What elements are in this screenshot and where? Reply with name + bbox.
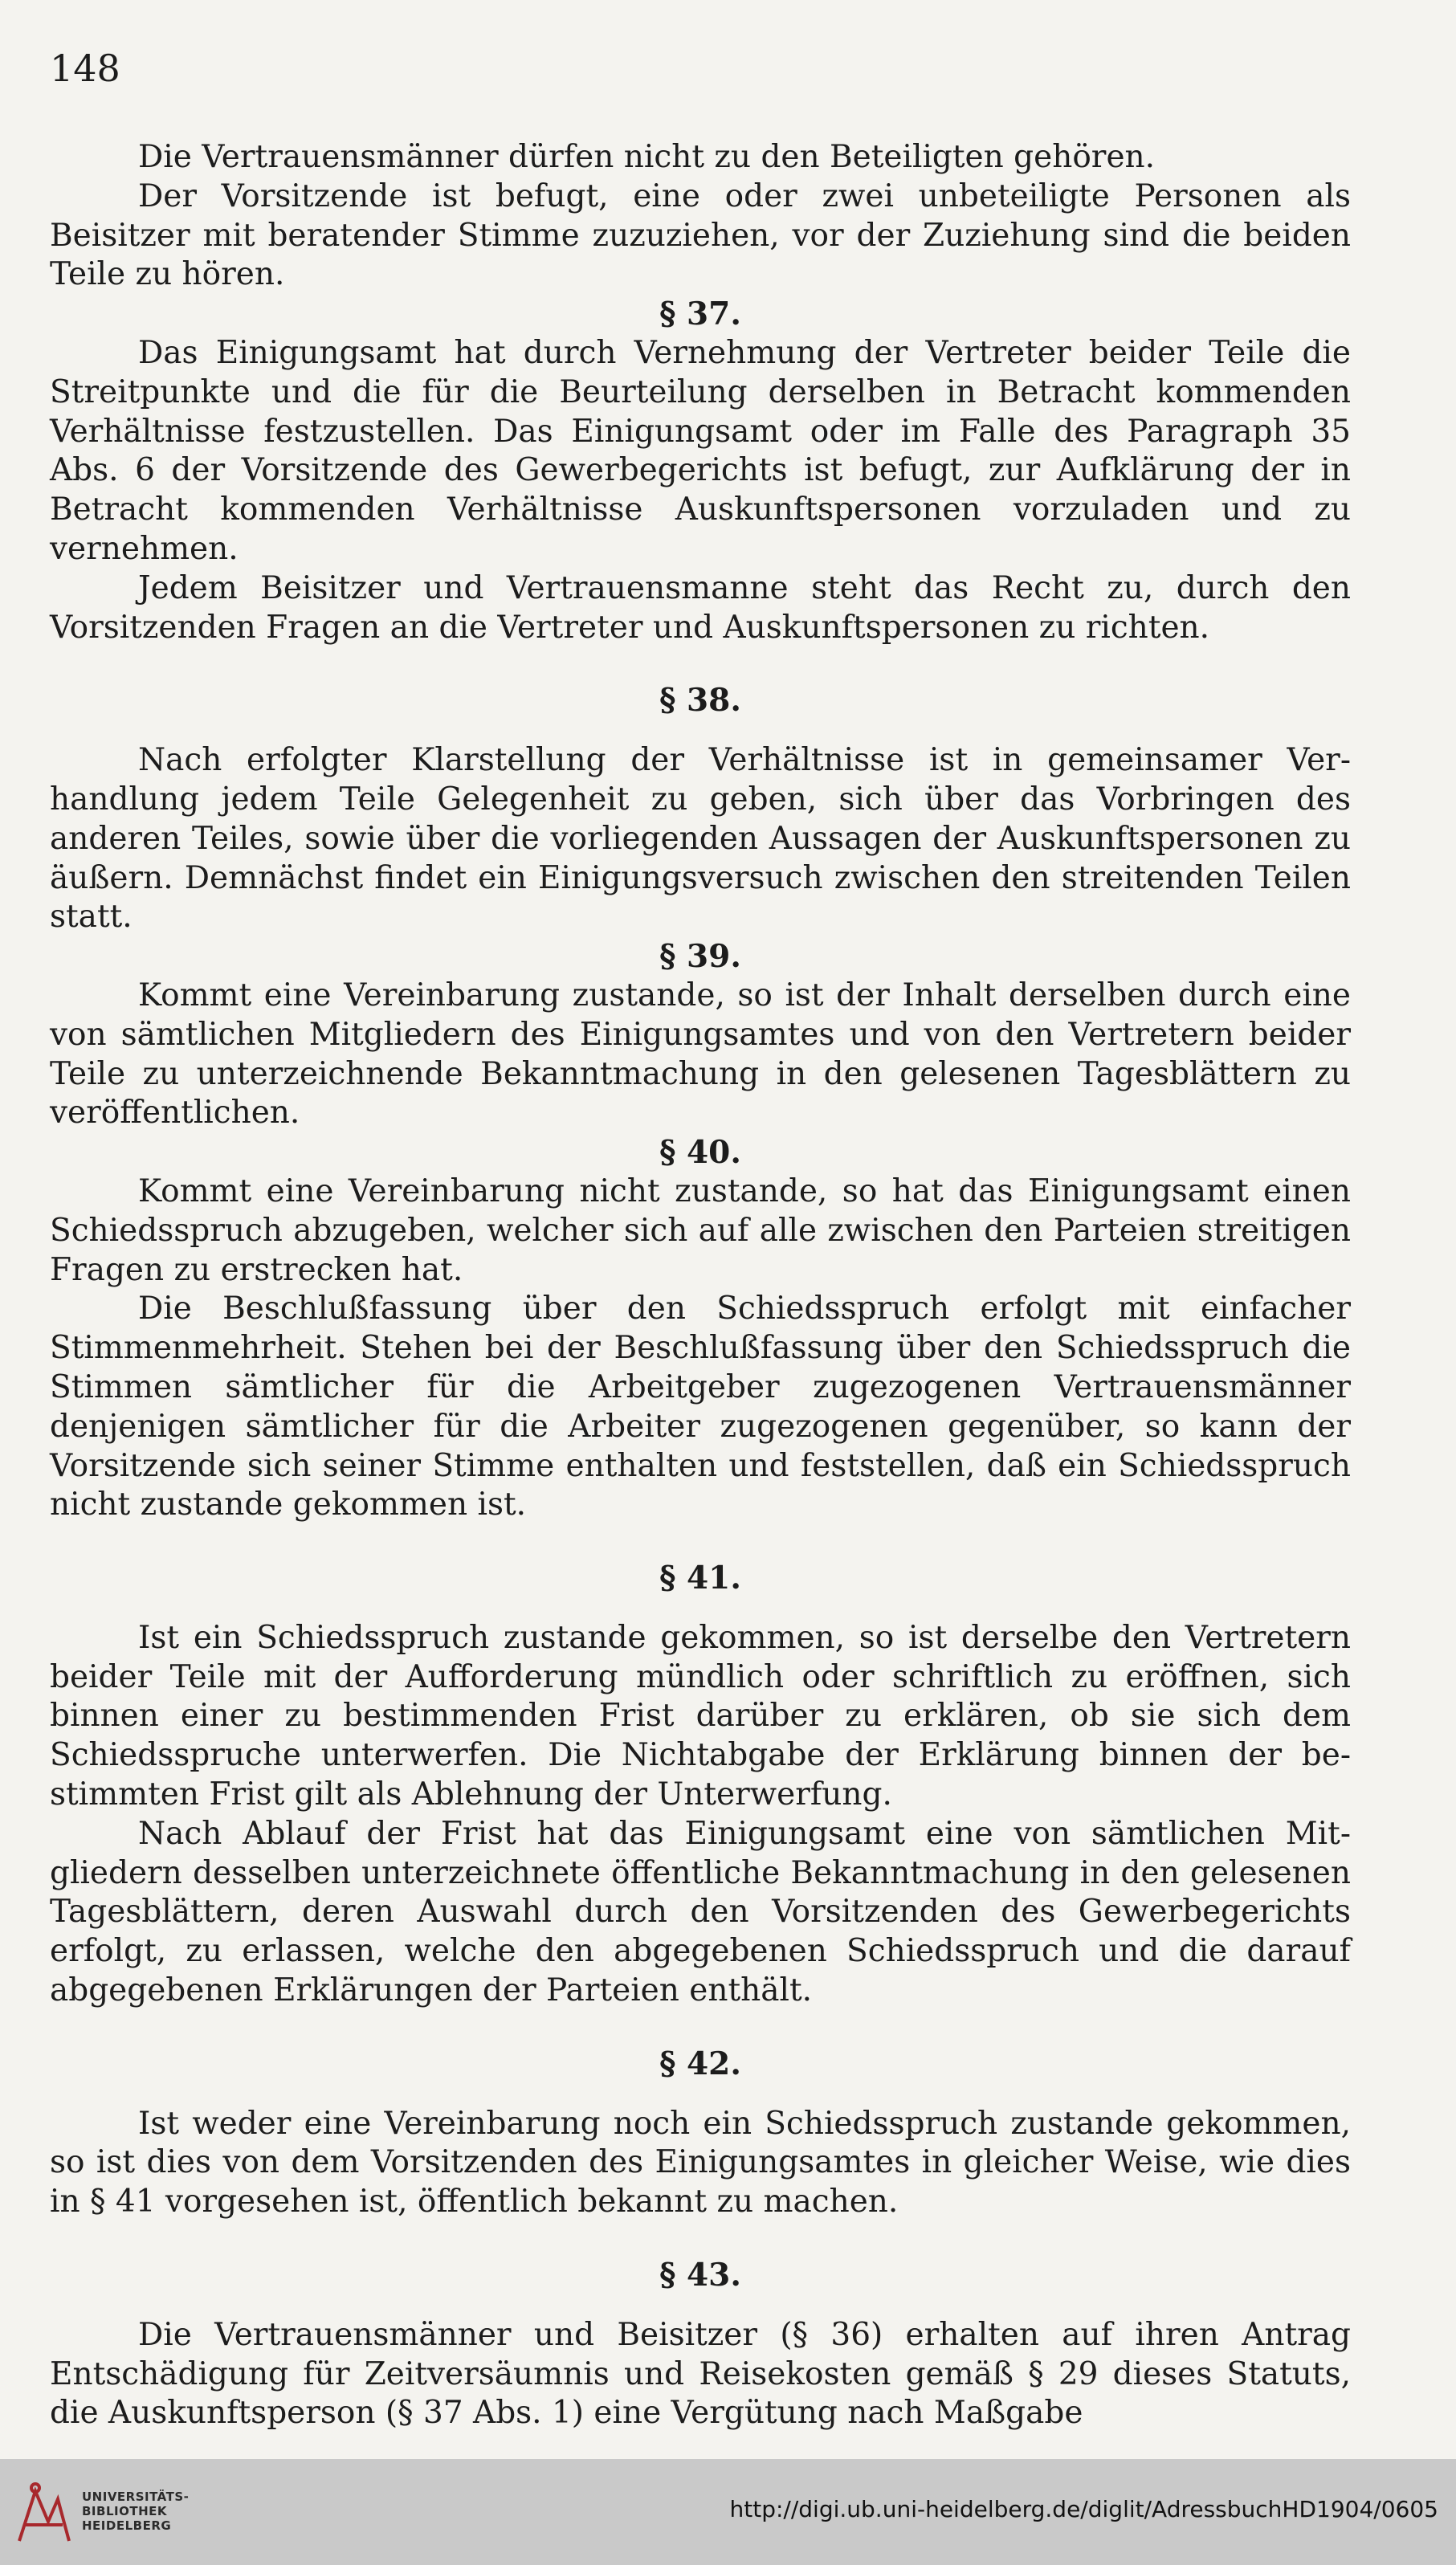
library-name-line: BIBLIOTHEK — [82, 2504, 167, 2518]
paragraph: Nach erfolgter Klarstellung der Verhältnisse ist in gemeinsamer Verhandlung jedem Teile Gelegenheit zu geben, sich über das Vorbringen des anderen Teiles, sowie über die vorliegenden Aussagen der Auskunftspersonen zu äußern. Demnächst findet ein Einigungsversuch zwischen den streitenden Teilen statt. — [50, 742, 1351, 936]
paragraph: Die Vertrauensmänner dürfen nicht zu den Beteiligten gehören. — [138, 139, 1156, 175]
library-seal-icon — [11, 2475, 75, 2549]
permalink-url[interactable]: http://digi.ub.uni-heidelberg.de/diglit/AdressbuchHD1904/0605 — [729, 2496, 1438, 2522]
paragraph: Nach Ablauf der Frist hat das Einigungsamt eine von sämtlichen Mitgliedern desselben unterzeichnete öffentliche Bekanntmachung in den gelesenen Tagesblättern, deren Auswahl durch den Vorsitzenden des Gewerbegerichts erfolgt, zu erlassen, welche den abgegebenen Schiedsspruch und die darauf abgegebenen Erklärungen der Parteien enthält. — [50, 1815, 1351, 2009]
section-heading: § 41. — [659, 1560, 741, 1597]
paragraph: Das Einigungsamt hat durch Vernehmung der Vertreter beider Teile die Streitpunkte und die für die Beurteilung derselben in Betracht kommenden Verhältnisse festzustellen. Das Einigungsamt oder im Falle des Paragraph 35 Abs. 6 der Vorsitzende des Gewerbegerichts ist befugt, zur Aufklärung der in Betracht kommenden Verhältnisse Auskunftspersonen vorzuladen und zu vernehmen. — [50, 334, 1351, 567]
digitization-footer — [0, 2459, 1456, 2565]
paragraph: Kommt eine Vereinbarung zustande, so ist der Inhalt derselben durch eine von sämtlichen Mitgliedern des Einigungsamtes und von den Vertretern beider Teile zu unterzeichnende Bekanntmachung in den gelesenen Tagesblättern zu veröffentlichen. — [50, 977, 1351, 1132]
section-heading: § 37. — [659, 296, 741, 333]
library-name-line: HEIDELBERG — [82, 2518, 172, 2533]
paragraph: Die Beschlußfassung über den Schiedsspruch erfolgt mit einfacher Stimmenmehrheit. Stehen bei der Beschlußfassung über den Schiedsspruch die Stimmen sämtlicher für die Arbeitgeber zugezogenen Vertrauensmänner denjenigen sämtlicher für die Arbeiter zugezogenen gegenüber, so kann der Vorsitzende sich seiner Stimme enthalten und feststellen, daß ein Schiedsspruch nicht zustande gekommen ist. — [50, 1291, 1351, 1523]
library-name — [82, 2490, 189, 2533]
section-heading: § 40. — [659, 1134, 741, 1172]
paragraph: Der Vorsitzende ist befugt, eine oder zwei unbeteiligte Personen als Beisitzer mit beratender Stimme zuzuziehen, vor der Zuziehung sind die beiden Teile zu hören. — [50, 177, 1351, 293]
paragraph: Die Vertrauensmänner und Beisitzer (§ 36) erhalten auf ihren Antrag Entschädigung für Zeitversäumnis und Reisekosten gemäß § 29 dieses Statuts, die Auskunftsperson (§ 37 Abs. 1) eine Vergütung nach Maßgabe — [50, 2316, 1351, 2432]
section-heading: § 43. — [659, 2257, 741, 2294]
section-heading: § 42. — [659, 2045, 741, 2082]
section-heading: § 39. — [659, 938, 741, 976]
library-name-line: UNIVERSITÄTS- — [82, 2490, 190, 2504]
paragraph: Kommt eine Vereinbarung nicht zustande, so hat das Einigungsamt einen Schiedsspruch abzugeben, welcher sich auf alle zwischen den Parteien streitigen Fragen zu erstrecken hat. — [50, 1172, 1351, 1288]
page-body — [50, 138, 1351, 2433]
paragraph: Jedem Beisitzer und Vertrauensmanne steht das Recht zu, durch den Vorsitzenden Fragen an die Vertreter und Auskunftspersonen zu richten. — [50, 569, 1351, 646]
paragraph: Ist ein Schiedsspruch zustande gekommen, so ist derselbe den Vertretern beider Teile mit der Aufforderung mündlich oder schriftlich zu eröffnen, sich binnen einer zu bestimmenden Frist darüber zu erklären, ob sie sich dem Schiedsspruche unterwerfen. Die Nichtabgabe der Erklärung binnen der bestimmten Frist gilt als Ablehnung der Unterwerfung. — [50, 1619, 1351, 1813]
section-heading: § 38. — [659, 682, 741, 720]
page-number: 148 — [50, 47, 120, 90]
paragraph: Ist weder eine Vereinbarung noch ein Schiedsspruch zustande gekommen, so ist dies von dem Vorsitzenden des Einigungsamtes in gleicher Weise, wie dies in § 41 vorgesehen ist, öffentlich bekannt zu machen. — [50, 2105, 1351, 2220]
